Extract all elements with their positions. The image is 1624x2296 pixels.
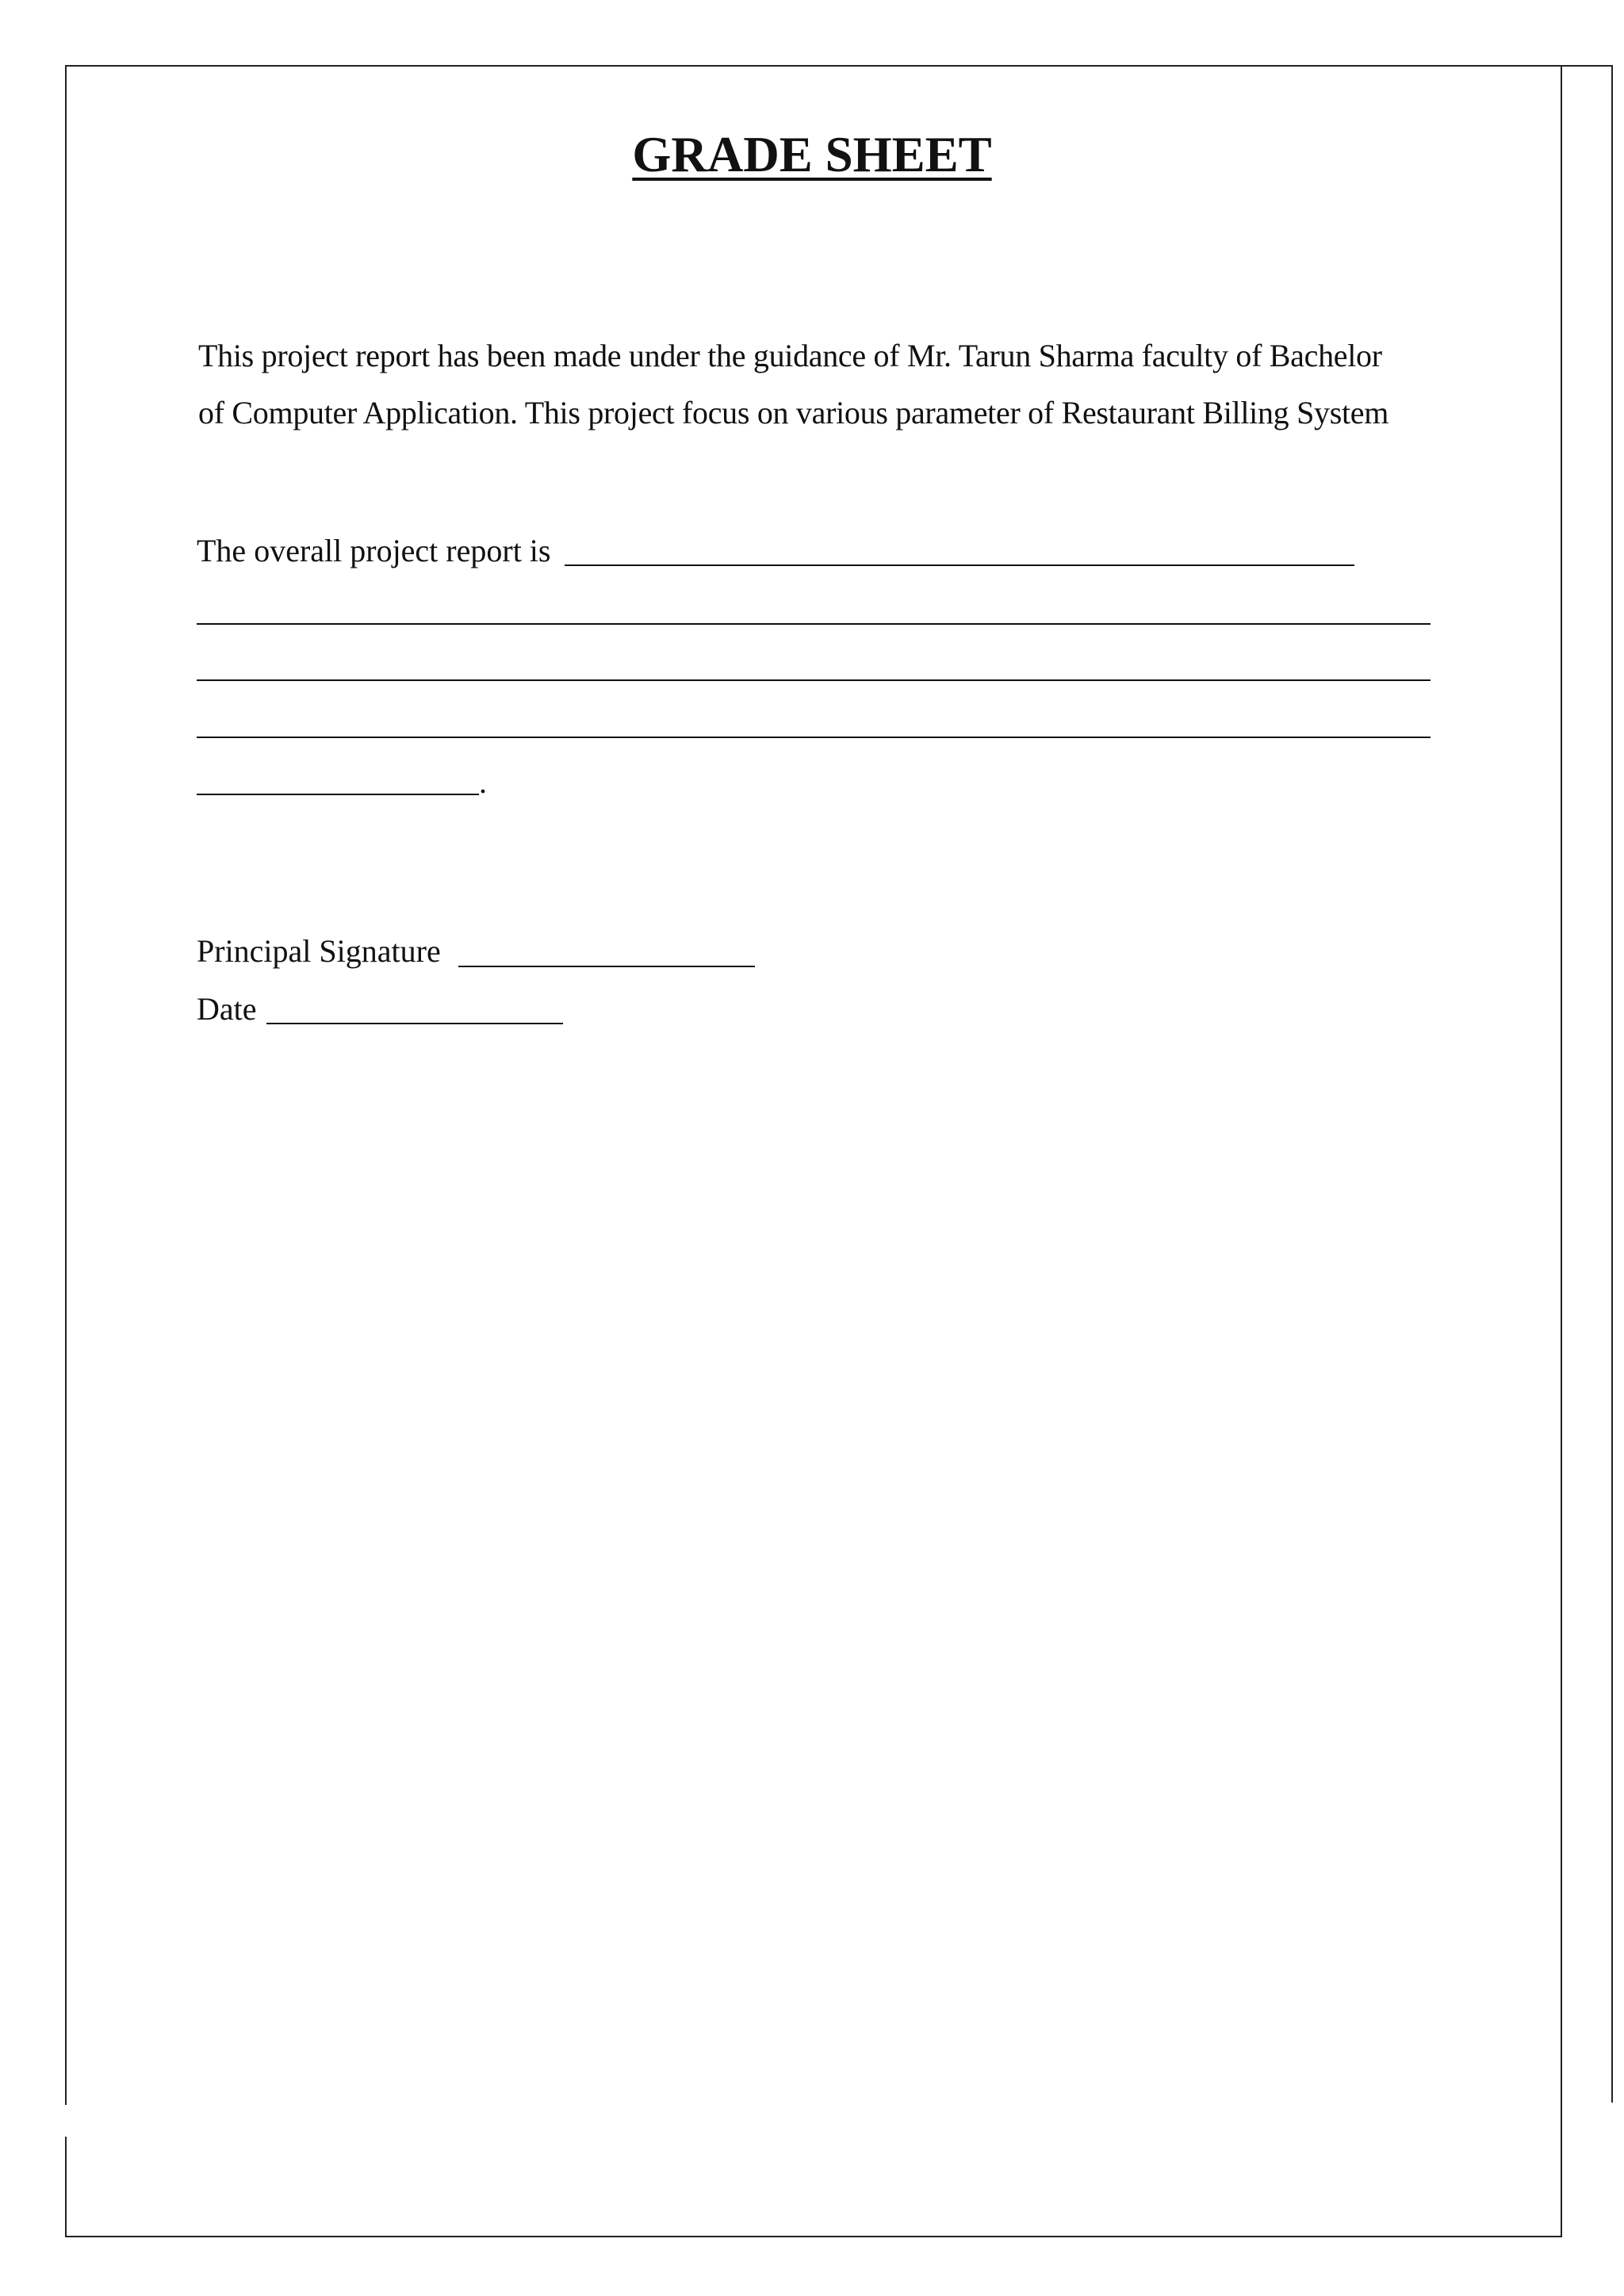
overall-report-label: The overall project report is: [197, 533, 551, 568]
intro-paragraph-line-2: of Computer Application. This project focus on various parameter of Restaurant Billing System: [198, 395, 1389, 430]
border-gap: [63, 2105, 68, 2137]
remarks-blank-line-4[interactable]: [197, 794, 479, 795]
date-label: Date: [197, 991, 257, 1027]
right-margin-rule: [1561, 65, 1613, 67]
right-edge-rule: [1611, 65, 1613, 2103]
principal-signature-label: Principal Signature: [197, 933, 441, 969]
title-text: GRADE SHEET: [632, 127, 992, 182]
date-blank-line[interactable]: [266, 1023, 563, 1024]
page-title: [0, 123, 1624, 186]
remarks-blank-line-3[interactable]: [197, 737, 1431, 738]
intro-paragraph-line-1: This project report has been made under the guidance of Mr. Tarun Sharma faculty of Bachelor: [198, 338, 1382, 373]
remarks-blank-line-2[interactable]: [197, 679, 1431, 681]
remarks-blank-line-1[interactable]: [197, 623, 1431, 625]
remarks-closing-period: .: [479, 764, 487, 800]
principal-signature-blank-line[interactable]: [458, 966, 755, 967]
overall-report-blank-line[interactable]: [565, 564, 1354, 566]
